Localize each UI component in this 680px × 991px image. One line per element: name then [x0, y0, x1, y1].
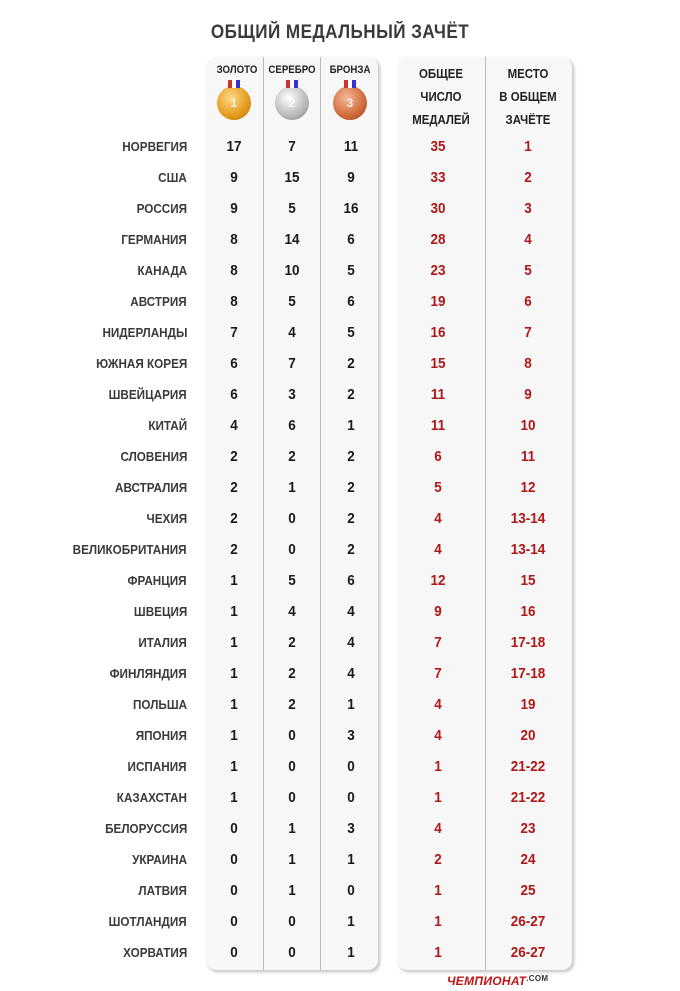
silver-count: 1	[288, 851, 296, 868]
bronze-count: 6	[347, 572, 355, 589]
country-name: УКРАИНА	[132, 852, 187, 867]
bronze-count: 1	[347, 851, 355, 868]
column-header-total-line: МЕДАЛЕЙ	[412, 112, 470, 127]
gold-count: 8	[230, 262, 238, 279]
silver-count: 1	[288, 820, 296, 837]
country-name: РОССИЯ	[136, 201, 187, 216]
country-name: АВСТРИЯ	[130, 294, 187, 309]
overall-place: 17-18	[510, 634, 546, 651]
gold-count: 0	[230, 882, 238, 899]
country-name: ЯПОНИЯ	[135, 728, 187, 743]
bronze-count: 0	[347, 882, 355, 899]
gold-count: 1	[230, 727, 238, 744]
gold-count: 8	[230, 231, 238, 248]
table-row	[0, 194, 680, 225]
table-row	[0, 845, 680, 876]
column-header-place-line: МЕСТО	[507, 66, 549, 81]
table-row	[0, 411, 680, 442]
table-row	[0, 442, 680, 473]
total-count: 5	[434, 479, 442, 496]
table-row	[0, 504, 680, 535]
country-name: ЮЖНАЯ КОРЕЯ	[95, 356, 187, 371]
gold-count: 6	[230, 355, 238, 372]
overall-place: 17-18	[510, 665, 546, 682]
gold-count: 8	[230, 293, 238, 310]
gold-count: 0	[230, 820, 238, 837]
country-name: ВЕЛИКОБРИТАНИЯ	[73, 542, 187, 557]
silver-count: 10	[284, 262, 300, 279]
overall-place: 9	[524, 386, 532, 403]
silver-count: 0	[288, 789, 296, 806]
gold-count: 1	[230, 572, 238, 589]
table-row	[0, 721, 680, 752]
column-header-bronze: БРОНЗА	[329, 64, 371, 76]
country-name: ЛАТВИЯ	[138, 883, 187, 898]
gold-count: 0	[230, 851, 238, 868]
country-name: ФРАНЦИЯ	[127, 573, 187, 588]
silver-count: 15	[284, 169, 300, 186]
total-count: 4	[434, 541, 442, 558]
table-row	[0, 256, 680, 287]
total-count: 16	[430, 324, 446, 341]
bronze-count: 4	[347, 665, 355, 682]
silver-count: 2	[288, 696, 296, 713]
country-name: АВСТРАЛИЯ	[114, 480, 187, 495]
silver-count: 0	[288, 913, 296, 930]
silver-count: 0	[288, 541, 296, 558]
total-count: 4	[434, 510, 442, 527]
gold-count: 6	[230, 386, 238, 403]
total-count: 30	[430, 200, 446, 217]
country-name: ПОЛЬША	[132, 697, 187, 712]
silver-count: 0	[288, 727, 296, 744]
total-count: 15	[430, 355, 446, 372]
bronze-count: 2	[347, 510, 355, 527]
bronze-count: 11	[343, 138, 359, 155]
bronze-count: 5	[347, 324, 355, 341]
total-count: 1	[434, 944, 442, 961]
column-header-place-line: ЗАЧЁТЕ	[505, 112, 551, 127]
logo-suffix: .COM	[526, 974, 549, 983]
table-row	[0, 597, 680, 628]
total-count: 7	[434, 634, 442, 651]
gold-count: 9	[230, 200, 238, 217]
overall-place: 26-27	[510, 913, 546, 930]
overall-place: 10	[520, 417, 536, 434]
bronze-count: 9	[347, 169, 355, 186]
silver-count: 7	[288, 355, 296, 372]
overall-place: 16	[520, 603, 536, 620]
gold-medal-number: 1	[230, 96, 238, 110]
total-count: 19	[430, 293, 446, 310]
table-row	[0, 938, 680, 969]
table-row	[0, 535, 680, 566]
overall-place: 6	[524, 293, 532, 310]
overall-place: 21-22	[510, 758, 546, 775]
silver-count: 6	[288, 417, 296, 434]
table-row	[0, 783, 680, 814]
bronze-count: 1	[347, 913, 355, 930]
table-row	[0, 287, 680, 318]
column-header-silver: СЕРЕБРО	[268, 64, 316, 76]
bronze-count: 3	[347, 727, 355, 744]
total-count: 2	[434, 851, 442, 868]
country-name: ГЕРМАНИЯ	[121, 232, 187, 247]
bronze-count: 5	[347, 262, 355, 279]
bronze-count: 0	[347, 789, 355, 806]
country-name: КАЗАХСТАН	[116, 790, 187, 805]
table-row	[0, 318, 680, 349]
overall-place: 2	[524, 169, 532, 186]
country-name: ФИНЛЯНДИЯ	[109, 666, 187, 681]
table-row	[0, 225, 680, 256]
bronze-count: 16	[343, 200, 359, 217]
gold-count: 1	[230, 789, 238, 806]
overall-place: 19	[520, 696, 536, 713]
country-name: КАНАДА	[137, 263, 187, 278]
total-count: 35	[430, 138, 446, 155]
bronze-count: 6	[347, 231, 355, 248]
total-count: 11	[430, 386, 446, 403]
table-row	[0, 907, 680, 938]
silver-count: 5	[288, 293, 296, 310]
silver-count: 0	[288, 944, 296, 961]
overall-place: 12	[520, 479, 536, 496]
bronze-count: 1	[347, 944, 355, 961]
table-row	[0, 659, 680, 690]
silver-count: 14	[284, 231, 300, 248]
total-count: 11	[430, 417, 446, 434]
silver-count: 0	[288, 758, 296, 775]
table-row	[0, 349, 680, 380]
total-count: 7	[434, 665, 442, 682]
gold-count: 4	[230, 417, 238, 434]
overall-place: 8	[524, 355, 532, 372]
gold-count: 9	[230, 169, 238, 186]
country-name: КИТАЙ	[148, 418, 187, 433]
silver-count: 5	[288, 572, 296, 589]
total-count: 12	[430, 572, 446, 589]
bronze-medal-number: 3	[346, 96, 354, 110]
overall-place: 15	[520, 572, 536, 589]
table-row	[0, 752, 680, 783]
table-row	[0, 132, 680, 163]
country-name: СЛОВЕНИЯ	[120, 449, 187, 464]
bronze-count: 2	[347, 541, 355, 558]
total-count: 1	[434, 789, 442, 806]
total-count: 1	[434, 913, 442, 930]
overall-place: 5	[524, 262, 532, 279]
country-name: БЕЛОРУССИЯ	[104, 821, 187, 836]
total-count: 1	[434, 758, 442, 775]
silver-count: 1	[288, 882, 296, 899]
bronze-count: 4	[347, 634, 355, 651]
column-header-place	[492, 62, 564, 131]
column-header-place-line: В ОБЩЕМ	[499, 89, 557, 104]
country-name: НИДЕРЛАНДЫ	[102, 325, 187, 340]
overall-place: 3	[524, 200, 532, 217]
country-name: НОРВЕГИЯ	[121, 139, 187, 154]
overall-place: 23	[520, 820, 536, 837]
total-count: 4	[434, 727, 442, 744]
gold-count: 0	[230, 913, 238, 930]
bronze-count: 2	[347, 386, 355, 403]
bronze-count: 0	[347, 758, 355, 775]
country-name: ИСПАНИЯ	[128, 759, 187, 774]
total-count: 28	[430, 231, 446, 248]
gold-medal-icon	[217, 86, 251, 120]
gold-count: 17	[226, 138, 242, 155]
column-header-total-line: ОБЩЕЕ	[418, 66, 464, 81]
silver-count: 5	[288, 200, 296, 217]
total-count: 6	[434, 448, 442, 465]
silver-medal-number: 2	[288, 96, 296, 110]
table-row	[0, 876, 680, 907]
overall-place: 24	[520, 851, 536, 868]
overall-place: 4	[524, 231, 532, 248]
gold-count: 1	[230, 603, 238, 620]
silver-count: 2	[288, 448, 296, 465]
country-name: ШВЕЙЦАРИЯ	[108, 387, 187, 402]
table-row	[0, 473, 680, 504]
country-name: ШВЕЦИЯ	[133, 604, 187, 619]
silver-count: 2	[288, 665, 296, 682]
silver-count: 4	[288, 603, 296, 620]
total-count: 4	[434, 696, 442, 713]
gold-count: 7	[230, 324, 238, 341]
bronze-count: 1	[347, 696, 355, 713]
brand-logo	[447, 974, 548, 988]
country-name: ХОРВАТИЯ	[122, 945, 187, 960]
overall-place: 20	[520, 727, 536, 744]
overall-place: 1	[524, 138, 532, 155]
column-header-total	[405, 62, 477, 131]
total-count: 4	[434, 820, 442, 837]
table-row	[0, 814, 680, 845]
total-count: 33	[430, 169, 446, 186]
table-row	[0, 380, 680, 411]
bronze-count: 6	[347, 293, 355, 310]
silver-count: 2	[288, 634, 296, 651]
overall-place: 21-22	[510, 789, 546, 806]
overall-place: 11	[520, 448, 536, 465]
bronze-count: 2	[347, 448, 355, 465]
gold-count: 1	[230, 665, 238, 682]
silver-count: 0	[288, 510, 296, 527]
bronze-count: 4	[347, 603, 355, 620]
gold-count: 1	[230, 634, 238, 651]
gold-count: 1	[230, 758, 238, 775]
bronze-count: 2	[347, 355, 355, 372]
gold-count: 2	[230, 510, 238, 527]
logo-text: ЧЕМПИОНАТ	[447, 974, 527, 988]
column-header-total-line: ЧИСЛО	[420, 89, 462, 104]
total-count: 1	[434, 882, 442, 899]
overall-place: 13-14	[510, 510, 546, 527]
total-count: 9	[434, 603, 442, 620]
total-count: 23	[430, 262, 446, 279]
gold-count: 2	[230, 479, 238, 496]
country-name: ИТАЛИЯ	[138, 635, 187, 650]
bronze-medal-icon	[333, 86, 367, 120]
chart-title: ОБЩИЙ МЕДАЛЬНЫЙ ЗАЧЁТ	[210, 22, 470, 43]
bronze-count: 3	[347, 820, 355, 837]
gold-count: 2	[230, 448, 238, 465]
gold-count: 0	[230, 944, 238, 961]
country-name: ШОТЛАНДИЯ	[109, 914, 187, 929]
country-name: США	[158, 170, 187, 185]
silver-count: 4	[288, 324, 296, 341]
table-row	[0, 690, 680, 721]
silver-count: 1	[288, 479, 296, 496]
overall-place: 25	[520, 882, 536, 899]
overall-place: 26-27	[510, 944, 546, 961]
overall-place: 13-14	[510, 541, 546, 558]
country-name: ЧЕХИЯ	[146, 511, 187, 526]
gold-count: 2	[230, 541, 238, 558]
bronze-count: 1	[347, 417, 355, 434]
overall-place: 7	[524, 324, 532, 341]
table-row	[0, 628, 680, 659]
gold-count: 1	[230, 696, 238, 713]
table-row	[0, 566, 680, 597]
silver-count: 7	[288, 138, 296, 155]
bronze-count: 2	[347, 479, 355, 496]
column-header-gold: ЗОЛОТО	[216, 64, 258, 76]
table-row	[0, 163, 680, 194]
silver-count: 3	[288, 386, 296, 403]
silver-medal-icon	[275, 86, 309, 120]
